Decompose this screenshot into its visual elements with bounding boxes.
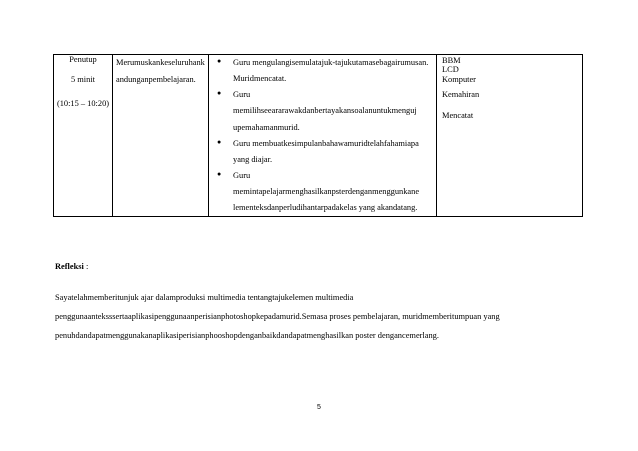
reflection-heading [55,262,88,271]
activities-cell [209,55,437,217]
bullet-icon: ● [217,89,222,98]
resource-lcd: LCD [442,65,459,75]
resources-cell [437,55,583,217]
reflection-line: Sayatelahmemberitunjuk ajar dalamproduksi multimedia tentangtajukelemen multimedia [55,293,354,302]
reflection-suffix: : [83,262,89,271]
resource-computer: Komputer [442,74,476,84]
phase-name: Penutup [69,55,97,64]
list-item: ● Guru mengulangisemulatajuk-tajukutamasebagairumusan. Muridmencatat. [217,57,429,84]
phase-time-range: (10:15 – 10:20) [56,98,110,108]
page-number: 5 [317,404,321,411]
bullet-icon: ● [217,137,222,146]
resource-skill: Kemahiran [442,90,480,100]
phase-cell [54,55,113,217]
reflection-body [55,288,585,346]
resource-note: Mencatat [442,110,474,120]
reflection-line: penggunaanteksssertaaplikasipenggunaanperisianphotoshopkepadamurid.Semasa proses pembelajaran, muridmemberitumpuan yang [55,312,500,322]
phase-duration: 5 minit [71,74,95,84]
content-text: Merumuskankeseluruhankandunganpembelajaran. [116,58,205,84]
table-row [54,55,583,217]
lesson-plan-table [53,54,583,217]
list-item: ● Guru memilihseeararawakdanbertayakansoalanuntukmenguj upemahamanmurid. [217,89,417,132]
activity-list [217,55,434,216]
resource-bbm: BBM [442,56,461,65]
bullet-icon: ● [217,57,222,65]
list-item: ● Guru membuatkesimpulanbahawamuridtelahfahamiapa yang diajar. [217,137,419,164]
reflection-line: penuhdandapatmenggunakanaplikasiperisianphooshopdenganbaikdandapatmenghasilkan poster dengancemerlang. [55,331,439,341]
list-item: ● Guru memintapelajarmenghasilkanpsterdenganmenggunkane lementeksdanperludihantarpadakelas yang akandatang. [217,169,420,213]
bullet-icon: ● [217,169,222,178]
reflection-label: Refleksi [55,262,84,271]
content-cell [113,55,209,217]
